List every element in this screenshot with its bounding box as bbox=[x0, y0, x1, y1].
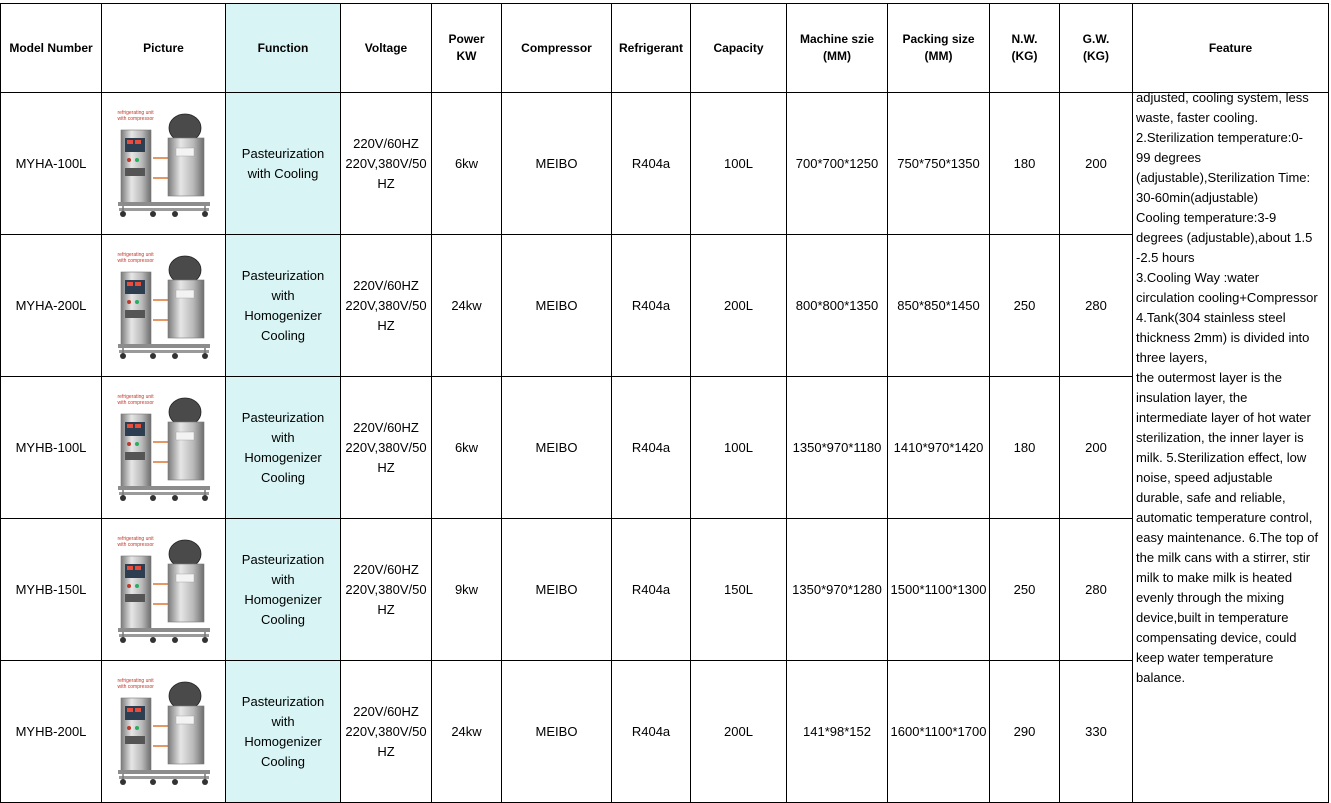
voltage-line1: 220V/60HZ bbox=[353, 277, 419, 293]
feature-line: (adjustable),Sterilization Time: bbox=[1136, 170, 1311, 185]
packing-size-cell: 1410*970*1420 bbox=[888, 377, 990, 519]
function-line: Pasteurization bbox=[241, 267, 325, 283]
voltage-line3: HZ bbox=[377, 601, 395, 617]
compressor-cell: MEIBO bbox=[502, 235, 612, 377]
table-row bbox=[1, 235, 1329, 377]
feature-line: -2.5 hours bbox=[1136, 250, 1195, 265]
feature-line: 2.Sterilization temperature:0- bbox=[1136, 130, 1303, 145]
power-cell: 24kw bbox=[432, 661, 502, 803]
refrigerant-cell: R404a bbox=[612, 661, 691, 803]
feature-line: thickness 2mm) is divided into bbox=[1136, 330, 1310, 345]
gross-weight-cell: 280 bbox=[1060, 519, 1133, 661]
feature-line: sterilization, the inner layer is bbox=[1136, 430, 1304, 445]
model-number: MYHB-150L bbox=[1, 519, 102, 661]
product-image bbox=[113, 108, 215, 220]
feature-line: the outermost layer is the bbox=[1136, 370, 1282, 385]
machine-size-cell: 141*98*152 bbox=[787, 661, 888, 803]
feature-line: adjusted, cooling system, less bbox=[1136, 90, 1309, 105]
capacity-cell: 150L bbox=[691, 519, 787, 661]
header-voltage: Voltage bbox=[341, 4, 432, 93]
picture-caption-line1: refrigerating unit bbox=[117, 535, 154, 542]
feature-line: compensating device, could bbox=[1136, 630, 1297, 645]
picture-caption-line1: refrigerating unit bbox=[117, 677, 154, 684]
pasteurizer-machine-illustration bbox=[113, 534, 215, 646]
net-weight-cell: 180 bbox=[990, 93, 1060, 235]
picture-caption bbox=[118, 252, 154, 264]
net-weight-cell: 250 bbox=[990, 519, 1060, 661]
feature-line: milk to make milk is heated bbox=[1136, 570, 1293, 585]
net-weight-cell: 180 bbox=[990, 377, 1060, 519]
picture-caption-line2: with compressor bbox=[117, 399, 154, 406]
power-cell: 9kw bbox=[432, 519, 502, 661]
feature-line: noise, speed adjustable bbox=[1136, 470, 1273, 485]
function-cell bbox=[226, 377, 341, 519]
picture-caption-line2: with compressor bbox=[117, 257, 154, 264]
function-line: with bbox=[271, 571, 295, 587]
feature-line: easy maintenance. 6.The top of bbox=[1136, 530, 1319, 545]
voltage-line2: 220V,380V/50 bbox=[345, 297, 427, 313]
capacity-cell: 200L bbox=[691, 661, 787, 803]
packing-size-cell: 1500*1100*1300 bbox=[888, 519, 990, 661]
table-row bbox=[1, 377, 1329, 519]
machine-size-cell: 800*800*1350 bbox=[787, 235, 888, 377]
feature-line: automatic temperature control, bbox=[1136, 510, 1313, 525]
header-gw-line1: G.W. bbox=[1082, 32, 1110, 46]
voltage-line1: 220V/60HZ bbox=[353, 561, 419, 577]
feature-line: insulation layer, the bbox=[1136, 390, 1248, 405]
voltage-line2: 220V,380V/50 bbox=[345, 581, 427, 597]
voltage-line1: 220V/60HZ bbox=[353, 419, 419, 435]
model-number: MYHA-200L bbox=[1, 235, 102, 377]
model-number: MYHB-100L bbox=[1, 377, 102, 519]
product-picture bbox=[102, 519, 226, 661]
header-packing-line1: Packing size bbox=[902, 32, 975, 46]
function-line: Homogenizer bbox=[244, 449, 322, 465]
feature-line: 30-60min(adjustable) bbox=[1136, 190, 1259, 205]
picture-caption bbox=[118, 110, 154, 122]
pasteurizer-machine-illustration bbox=[113, 676, 215, 788]
voltage-line3: HZ bbox=[377, 175, 395, 191]
net-weight-cell: 250 bbox=[990, 235, 1060, 377]
picture-caption-line2: with compressor bbox=[117, 115, 154, 122]
function-line: Pasteurization bbox=[241, 693, 325, 709]
capacity-cell: 100L bbox=[691, 377, 787, 519]
refrigerant-cell: R404a bbox=[612, 519, 691, 661]
product-image bbox=[113, 676, 215, 788]
product-picture bbox=[102, 377, 226, 519]
feature-line: evenly through the mixing bbox=[1136, 590, 1285, 605]
gross-weight-cell: 280 bbox=[1060, 235, 1133, 377]
capacity-cell: 200L bbox=[691, 235, 787, 377]
table-row bbox=[1, 519, 1329, 661]
header-power bbox=[432, 4, 502, 93]
function-cell bbox=[226, 235, 341, 377]
power-cell: 6kw bbox=[432, 377, 502, 519]
header-power-line2: KW bbox=[456, 49, 477, 63]
gross-weight-cell: 200 bbox=[1060, 377, 1133, 519]
model-number: MYHB-200L bbox=[1, 661, 102, 803]
header-machine-line1: Machine szie bbox=[799, 32, 875, 46]
header-nw-line2: (KG) bbox=[1011, 49, 1038, 63]
product-image bbox=[113, 392, 215, 504]
picture-caption-line2: with compressor bbox=[117, 683, 154, 690]
feature-text bbox=[1136, 88, 1331, 688]
function-line: Cooling bbox=[260, 753, 306, 769]
feature-line: the milk cans with a stirrer, stir bbox=[1136, 550, 1311, 565]
feature-line: 99 degrees bbox=[1136, 150, 1202, 165]
pasteurizer-machine-illustration bbox=[113, 250, 215, 362]
function-line: Homogenizer bbox=[244, 591, 322, 607]
product-picture bbox=[102, 235, 226, 377]
feature-line: 4.Tank(304 stainless steel bbox=[1136, 310, 1286, 325]
header-capacity: Capacity bbox=[691, 4, 787, 93]
header-function: Function bbox=[226, 4, 341, 93]
function-line: Homogenizer bbox=[244, 307, 322, 323]
picture-caption bbox=[118, 536, 154, 548]
feature-line: waste, faster cooling. bbox=[1136, 110, 1259, 125]
voltage-cell bbox=[341, 377, 432, 519]
function-line: Cooling bbox=[260, 327, 306, 343]
machine-size-cell: 700*700*1250 bbox=[787, 93, 888, 235]
feature-line: circulation cooling+Compressor bbox=[1136, 290, 1318, 305]
feature-line: three layers, bbox=[1136, 350, 1208, 365]
voltage-cell bbox=[341, 519, 432, 661]
voltage-line2: 220V,380V/50 bbox=[345, 723, 427, 739]
picture-caption-line2: with compressor bbox=[117, 541, 154, 548]
feature-line: balance. bbox=[1136, 670, 1186, 685]
function-line: with Cooling bbox=[247, 165, 319, 181]
function-line: Pasteurization bbox=[241, 145, 325, 161]
voltage-cell bbox=[341, 235, 432, 377]
feature-line: Cooling temperature:3-9 bbox=[1136, 210, 1277, 225]
refrigerant-cell: R404a bbox=[612, 235, 691, 377]
header-row bbox=[1, 4, 1329, 93]
voltage-line2: 220V,380V/50 bbox=[345, 155, 427, 171]
voltage-cell bbox=[341, 661, 432, 803]
feature-line: device,built in temperature bbox=[1136, 610, 1289, 625]
header-packing-line2: (MM) bbox=[924, 49, 953, 63]
header-refrigerant: Refrigerant bbox=[612, 4, 691, 93]
function-line: with bbox=[271, 713, 295, 729]
pasteurizer-machine-illustration bbox=[113, 108, 215, 220]
voltage-cell bbox=[341, 93, 432, 235]
function-line: with bbox=[271, 287, 295, 303]
voltage-line1: 220V/60HZ bbox=[353, 135, 419, 151]
net-weight-cell: 290 bbox=[990, 661, 1060, 803]
pasteurizer-machine-illustration bbox=[113, 392, 215, 504]
table-row bbox=[1, 661, 1329, 803]
feature-line: intermediate layer of hot water bbox=[1136, 410, 1311, 425]
header-gross-weight bbox=[1060, 4, 1133, 93]
packing-size-cell: 750*750*1350 bbox=[888, 93, 990, 235]
header-nw-line1: N.W. bbox=[1011, 32, 1038, 46]
header-feature: Feature bbox=[1133, 4, 1329, 93]
function-line: Pasteurization bbox=[241, 409, 325, 425]
machine-size-cell: 1350*970*1180 bbox=[787, 377, 888, 519]
feature-line: keep water temperature bbox=[1136, 650, 1274, 665]
packing-size-cell: 1600*1100*1700 bbox=[888, 661, 990, 803]
product-spec-table bbox=[0, 3, 1329, 803]
refrigerant-cell: R404a bbox=[612, 377, 691, 519]
power-cell: 6kw bbox=[432, 93, 502, 235]
header-machine-line2: (MM) bbox=[823, 49, 851, 63]
header-packing-size bbox=[888, 4, 990, 93]
product-image bbox=[113, 534, 215, 646]
function-line: with bbox=[271, 429, 295, 445]
header-picture: Picture bbox=[102, 4, 226, 93]
capacity-cell: 100L bbox=[691, 93, 787, 235]
function-cell bbox=[226, 93, 341, 235]
header-net-weight bbox=[990, 4, 1060, 93]
function-line: Pasteurization bbox=[241, 551, 325, 567]
table-row bbox=[1, 93, 1329, 235]
model-number: MYHA-100L bbox=[1, 93, 102, 235]
machine-size-cell: 1350*970*1280 bbox=[787, 519, 888, 661]
picture-caption-line1: refrigerating unit bbox=[117, 393, 154, 400]
function-cell bbox=[226, 519, 341, 661]
compressor-cell: MEIBO bbox=[502, 377, 612, 519]
header-compressor: Compressor bbox=[502, 4, 612, 93]
feature-line: 3.Cooling Way :water bbox=[1136, 270, 1260, 285]
function-cell bbox=[226, 661, 341, 803]
picture-caption bbox=[118, 678, 154, 690]
header-model: Model Number bbox=[1, 4, 102, 93]
gross-weight-cell: 200 bbox=[1060, 93, 1133, 235]
function-line: Cooling bbox=[260, 611, 306, 627]
feature-line: milk. 5.Sterilization effect, low bbox=[1136, 450, 1307, 465]
picture-caption-line1: refrigerating unit bbox=[117, 251, 154, 258]
function-line: Homogenizer bbox=[244, 733, 322, 749]
packing-size-cell: 850*850*1450 bbox=[888, 235, 990, 377]
feature-line: durable, safe and reliable, bbox=[1136, 490, 1286, 505]
picture-caption-line1: refrigerating unit bbox=[117, 109, 154, 116]
refrigerant-cell: R404a bbox=[612, 93, 691, 235]
voltage-line3: HZ bbox=[377, 459, 395, 475]
compressor-cell: MEIBO bbox=[502, 661, 612, 803]
compressor-cell: MEIBO bbox=[502, 519, 612, 661]
function-line: Cooling bbox=[260, 469, 306, 485]
power-cell: 24kw bbox=[432, 235, 502, 377]
voltage-line3: HZ bbox=[377, 743, 395, 759]
header-power-line1: Power bbox=[448, 32, 485, 46]
gross-weight-cell: 330 bbox=[1060, 661, 1133, 803]
voltage-line1: 220V/60HZ bbox=[353, 703, 419, 719]
header-machine-size bbox=[787, 4, 888, 93]
compressor-cell: MEIBO bbox=[502, 93, 612, 235]
product-picture bbox=[102, 661, 226, 803]
feature-line: degrees (adjustable),about 1.5 bbox=[1136, 230, 1313, 245]
product-picture bbox=[102, 93, 226, 235]
picture-caption bbox=[118, 394, 154, 406]
product-image bbox=[113, 250, 215, 362]
header-gw-line2: (KG) bbox=[1083, 49, 1109, 63]
voltage-line3: HZ bbox=[377, 317, 395, 333]
voltage-line2: 220V,380V/50 bbox=[345, 439, 427, 455]
